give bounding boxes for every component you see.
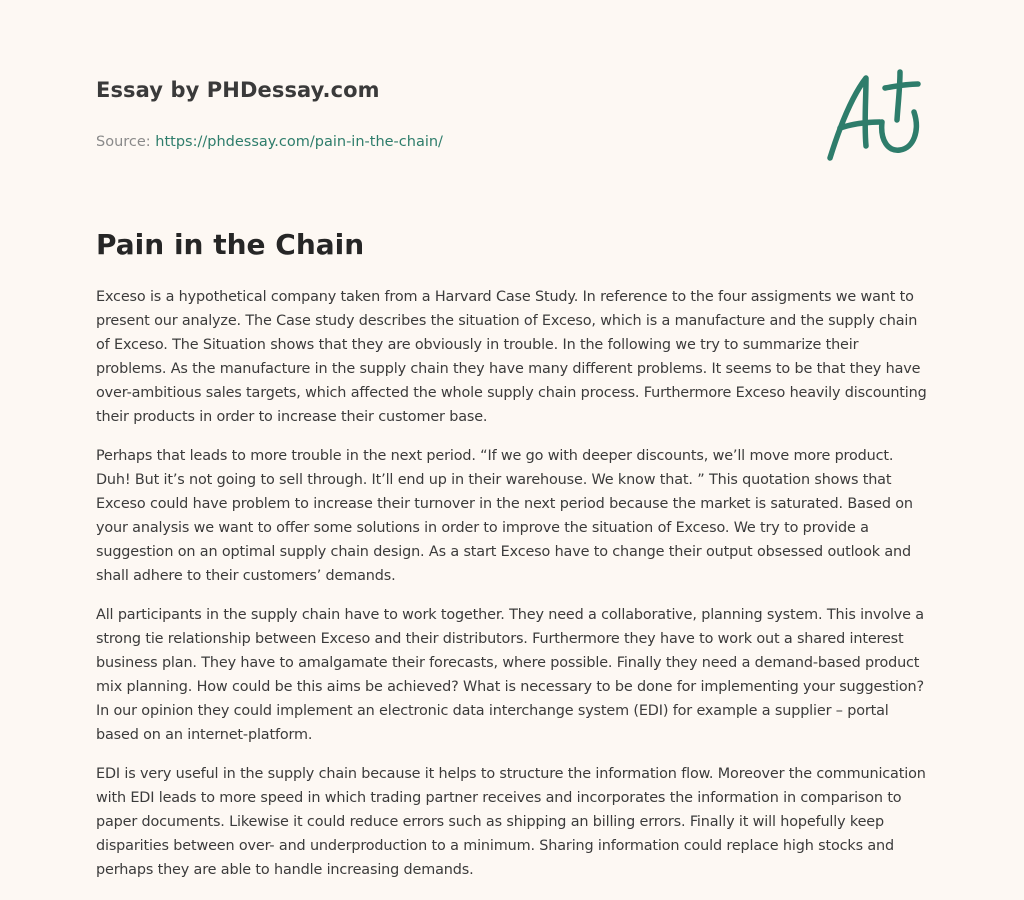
source-line (96, 132, 796, 152)
a-plus-logo-icon (822, 66, 928, 166)
essay-paragraph: Perhaps that leads to more trouble in the next period. “If we go with deeper discounts, we’ll move more product. Duh! But it’s not going to sell through. It’ll end up in their warehouse. We know that. ” This quotation shows that Exceso could have problem to increase their turnover in the next period because the market is saturated. Based on your analysis we want to offer some solutions in order to improve the situation of Exceso. We try to provide a suggestion on an optimal supply chain design. As a start Exceso have to change their output obsessed outlook and shall adhere to their customers’ demands. (96, 448, 913, 584)
essay-paragraph: Exceso is a hypothetical company taken from a Harvard Case Study. In reference to the four assigments we want to present our analyze. The Case study describes the situation of Exceso, which is a manufacture and the supply chain of Exceso. The Situation shows that they are obviously in trouble. In the following we try to summarize their problems. As the manufacture in the supply chain they have many different problems. It seems to be that they have over-ambitious sales targets, which affected the whole supply chain process. Furthermore Exceso heavily discounting their products in order to increase their customer base. (96, 289, 927, 425)
a-plus-logo-svg (822, 66, 928, 166)
source-link[interactable]: https://phdessay.com/pain-in-the-chain/ (155, 134, 443, 150)
source-label: Source: (96, 134, 156, 150)
essay-paragraph: EDI is very useful in the supply chain because it helps to structure the information flow. Moreover the communication with EDI leads to more speed in which trading partner receives and incorporates the information in comparison to paper documents. Likewise it could reduce errors such as shipping an billing errors. Finally it will hopefully keep disparities between over- and underproduction to a minimum. Sharing information could replace high stocks and perhaps they are able to handle increasing demands. (96, 766, 926, 878)
essay-title: Pain in the Chain (96, 228, 365, 261)
site-title: Essay by PHDessay.com (96, 78, 380, 102)
essay-body (96, 285, 932, 897)
essay-paragraph: All participants in the supply chain have to work together. They need a collaborative, planning system. This involve a strong tie relationship between Exceso and their distributors. Furthermore they have to work out a shared interest business plan. They have to amalgamate their forecasts, where possible. Finally they need a demand-based product mix planning. How could be this aims be achieved? What is necessary to be done for implementing your suggestion? In our opinion they could implement an electronic data interchange system (EDI) for example a supplier – portal based on an internet-platform. (96, 607, 924, 743)
essay-header (96, 76, 796, 152)
